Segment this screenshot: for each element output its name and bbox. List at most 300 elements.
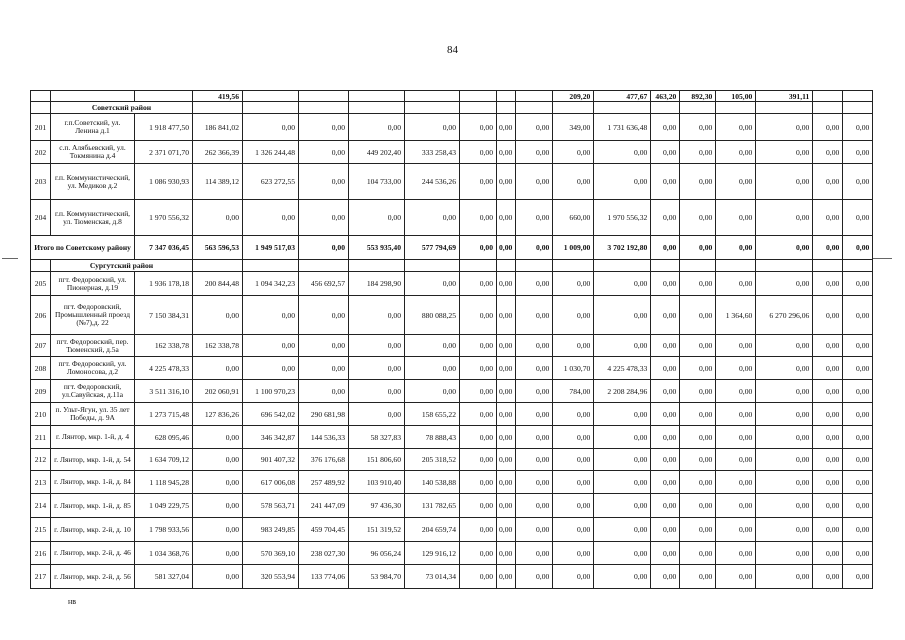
value-cell: 0,00 [516, 403, 553, 426]
value-cell: 0,00 [516, 518, 553, 542]
value-cell: 1 364,60 [716, 296, 756, 335]
value-cell: 0,00 [716, 494, 756, 518]
total-value-cell: 0,00 [516, 236, 553, 260]
value-cell: 0,00 [756, 141, 813, 164]
value-cell: 0,00 [716, 357, 756, 380]
value-cell: 129 916,12 [405, 542, 460, 565]
value-cell: 0,00 [716, 141, 756, 164]
value-cell: 0,00 [680, 449, 716, 471]
value-cell: 0,00 [497, 403, 516, 426]
row-number: 211 [31, 426, 51, 449]
value-cell: 617 006,08 [243, 471, 299, 494]
value-cell: 0,00 [716, 272, 756, 296]
value-cell: 0,00 [497, 542, 516, 565]
value-cell: 0,00 [843, 114, 873, 141]
carryover-cell: 209,20 [553, 91, 594, 102]
carryover-cell: 892,30 [680, 91, 716, 102]
value-cell: 0,00 [843, 141, 873, 164]
value-cell: 0,00 [553, 518, 594, 542]
total-value-cell: 0,00 [813, 236, 843, 260]
total-label: Итого по Советскому району [31, 236, 135, 260]
value-cell: 0,00 [843, 542, 873, 565]
value-cell: 0,00 [680, 380, 716, 403]
value-cell: 0,00 [813, 449, 843, 471]
total-value-cell: 0,00 [497, 236, 516, 260]
value-cell: 0,00 [460, 272, 497, 296]
value-cell: 58 327,83 [349, 426, 405, 449]
value-cell: 0,00 [843, 518, 873, 542]
value-cell: 0,00 [349, 335, 405, 357]
region-spacer-cell [497, 102, 516, 114]
value-cell: 0,00 [716, 565, 756, 589]
value-cell: 0,00 [843, 426, 873, 449]
value-cell: 449 202,40 [349, 141, 405, 164]
value-cell: 0,00 [497, 335, 516, 357]
value-cell: 0,00 [813, 403, 843, 426]
value-cell: 162 338,78 [193, 335, 243, 357]
value-cell: 0,00 [594, 449, 651, 471]
value-cell: 0,00 [299, 141, 349, 164]
value-cell: 0,00 [843, 296, 873, 335]
value-cell: 0,00 [349, 403, 405, 426]
value-cell: 0,00 [516, 565, 553, 589]
value-cell: 0,00 [756, 272, 813, 296]
value-cell: 0,00 [193, 542, 243, 565]
value-cell: 0,00 [680, 542, 716, 565]
value-cell: 0,00 [497, 296, 516, 335]
value-cell: 696 542,02 [243, 403, 299, 426]
region-spacer-cell [299, 260, 349, 272]
value-cell: 0,00 [497, 141, 516, 164]
value-cell: 1 326 244,48 [243, 141, 299, 164]
table-row [31, 357, 873, 380]
value-cell: 0,00 [813, 272, 843, 296]
row-number: 215 [31, 518, 51, 542]
value-cell: 133 774,06 [299, 565, 349, 589]
value-cell: 151 319,52 [349, 518, 405, 542]
value-cell: 880 088,25 [405, 296, 460, 335]
value-cell: 0,00 [813, 200, 843, 236]
value-cell: 0,00 [193, 494, 243, 518]
data-table [30, 90, 873, 589]
value-cell: 0,00 [460, 494, 497, 518]
value-cell: 0,00 [843, 200, 873, 236]
value-cell: 0,00 [680, 471, 716, 494]
value-cell: 0,00 [843, 494, 873, 518]
carryover-cell [349, 91, 405, 102]
value-cell: 0,00 [516, 494, 553, 518]
value-cell: 1 094 342,23 [243, 272, 299, 296]
total-row [31, 236, 873, 260]
value-cell: 0,00 [756, 380, 813, 403]
value-cell: 0,00 [553, 296, 594, 335]
value-cell: 0,00 [843, 272, 873, 296]
value-cell: 0,00 [680, 200, 716, 236]
value-cell: 1 936 178,18 [135, 272, 193, 296]
value-cell: 0,00 [680, 335, 716, 357]
row-address: г. Лянтор, мкр. 1-й, д. 84 [51, 471, 135, 494]
value-cell: 0,00 [460, 565, 497, 589]
footer-note: нв [68, 597, 77, 606]
region-spacer-cell [594, 260, 651, 272]
row-address: г.п.Советский, ул. Ленина д.1 [51, 114, 135, 141]
table-row [31, 164, 873, 200]
value-cell: 78 888,43 [405, 426, 460, 449]
value-cell: 103 910,40 [349, 471, 405, 494]
value-cell: 0,00 [460, 200, 497, 236]
region-spacer-cell [31, 260, 51, 272]
region-spacer-cell [193, 260, 243, 272]
region-spacer-cell [243, 102, 299, 114]
value-cell: 0,00 [516, 200, 553, 236]
value-cell: 0,00 [405, 200, 460, 236]
row-address: пгт. Федоровский, ул. Ломоносова, д.2 [51, 357, 135, 380]
value-cell: 0,00 [553, 494, 594, 518]
value-cell: 0,00 [843, 449, 873, 471]
value-cell: 0,00 [594, 542, 651, 565]
region-spacer-cell [843, 260, 873, 272]
carryover-cell [135, 91, 193, 102]
value-cell: 0,00 [813, 164, 843, 200]
value-cell: 0,00 [243, 200, 299, 236]
row-number: 209 [31, 380, 51, 403]
value-cell: 6 270 296,06 [756, 296, 813, 335]
value-cell: 660,00 [553, 200, 594, 236]
row-number: 208 [31, 357, 51, 380]
value-cell: 581 327,04 [135, 565, 193, 589]
table-row [31, 403, 873, 426]
value-cell: 0,00 [497, 272, 516, 296]
table-row [31, 518, 873, 542]
value-cell: 0,00 [243, 357, 299, 380]
value-cell: 3 511 316,10 [135, 380, 193, 403]
row-address: с.п. Алябьевский, ул. Токмянина д.4 [51, 141, 135, 164]
value-cell: 0,00 [516, 141, 553, 164]
row-number: 205 [31, 272, 51, 296]
value-cell: 0,00 [553, 426, 594, 449]
value-cell: 0,00 [460, 164, 497, 200]
value-cell: 0,00 [756, 403, 813, 426]
table-row [31, 272, 873, 296]
value-cell: 0,00 [716, 471, 756, 494]
total-value-cell: 553 935,40 [349, 236, 405, 260]
row-number: 207 [31, 335, 51, 357]
value-cell: 53 984,70 [349, 565, 405, 589]
value-cell: 131 782,65 [405, 494, 460, 518]
carryover-cell [405, 91, 460, 102]
value-cell: 0,00 [497, 471, 516, 494]
total-value-cell: 0,00 [716, 236, 756, 260]
row-number: 201 [31, 114, 51, 141]
value-cell: 0,00 [193, 565, 243, 589]
carryover-cell [243, 91, 299, 102]
value-cell: 97 436,30 [349, 494, 405, 518]
value-cell: 0,00 [756, 426, 813, 449]
total-value-cell: 0,00 [651, 236, 680, 260]
value-cell: 0,00 [680, 565, 716, 589]
total-value-cell: 563 596,53 [193, 236, 243, 260]
value-cell: 0,00 [497, 449, 516, 471]
value-cell: 162 338,78 [135, 335, 193, 357]
value-cell: 628 095,46 [135, 426, 193, 449]
value-cell: 0,00 [651, 335, 680, 357]
value-cell: 96 056,24 [349, 542, 405, 565]
value-cell: 1 100 970,23 [243, 380, 299, 403]
region-spacer-cell [716, 260, 756, 272]
value-cell: 0,00 [193, 518, 243, 542]
value-cell: 0,00 [843, 164, 873, 200]
value-cell: 2 371 071,70 [135, 141, 193, 164]
table-row [31, 471, 873, 494]
value-cell: 0,00 [716, 114, 756, 141]
value-cell: 0,00 [680, 272, 716, 296]
value-cell: 257 489,92 [299, 471, 349, 494]
value-cell: 0,00 [516, 426, 553, 449]
value-cell: 0,00 [553, 449, 594, 471]
region-spacer-cell [405, 260, 460, 272]
margin-tick-left [2, 258, 18, 259]
value-cell: 0,00 [813, 542, 843, 565]
value-cell: 0,00 [651, 426, 680, 449]
value-cell: 0,00 [756, 471, 813, 494]
value-cell: 0,00 [680, 296, 716, 335]
value-cell: 0,00 [843, 335, 873, 357]
row-number: 217 [31, 565, 51, 589]
value-cell: 0,00 [193, 471, 243, 494]
value-cell: 0,00 [651, 296, 680, 335]
region-spacer-cell [680, 102, 716, 114]
value-cell: 1 086 930,93 [135, 164, 193, 200]
value-cell: 0,00 [651, 114, 680, 141]
table-row [31, 449, 873, 471]
carryover-row [31, 91, 873, 102]
value-cell: 0,00 [497, 164, 516, 200]
region-spacer-cell [843, 102, 873, 114]
row-address: г. Лянтор, мкр. 2-й, д. 56 [51, 565, 135, 589]
value-cell: 0,00 [349, 200, 405, 236]
value-cell: 1 731 636,48 [594, 114, 651, 141]
value-cell: 4 225 478,33 [135, 357, 193, 380]
table-row [31, 335, 873, 357]
value-cell: 0,00 [516, 380, 553, 403]
region-spacer-cell [243, 260, 299, 272]
value-cell: 0,00 [651, 357, 680, 380]
value-cell: 0,00 [651, 542, 680, 565]
value-cell: 104 733,00 [349, 164, 405, 200]
row-address: г. Лянтор, мкр. 2-й, д. 46 [51, 542, 135, 565]
region-spacer-cell [349, 102, 405, 114]
value-cell: 0,00 [716, 542, 756, 565]
value-cell: 0,00 [756, 449, 813, 471]
value-cell: 184 298,90 [349, 272, 405, 296]
value-cell: 0,00 [756, 164, 813, 200]
region-spacer-cell [516, 260, 553, 272]
value-cell: 0,00 [460, 114, 497, 141]
region-spacer-cell [813, 102, 843, 114]
value-cell: 0,00 [460, 380, 497, 403]
value-cell: 0,00 [516, 449, 553, 471]
value-cell: 0,00 [497, 494, 516, 518]
region-spacer-cell [680, 260, 716, 272]
value-cell: 0,00 [516, 542, 553, 565]
value-cell: 0,00 [813, 518, 843, 542]
value-cell: 0,00 [497, 114, 516, 141]
value-cell: 0,00 [680, 426, 716, 449]
table-row [31, 542, 873, 565]
region-spacer-cell [349, 260, 405, 272]
row-address: г.п. Коммунистический, ул. Тюменская, д.8 [51, 200, 135, 236]
value-cell: 1 970 556,32 [594, 200, 651, 236]
value-cell: 0,00 [651, 141, 680, 164]
value-cell: 0,00 [553, 542, 594, 565]
value-cell: 570 369,10 [243, 542, 299, 565]
value-cell: 241 447,09 [299, 494, 349, 518]
value-cell: 0,00 [813, 335, 843, 357]
region-spacer-cell [193, 102, 243, 114]
value-cell: 0,00 [594, 164, 651, 200]
value-cell: 0,00 [553, 471, 594, 494]
region-spacer-cell [756, 260, 813, 272]
value-cell: 1 798 933,56 [135, 518, 193, 542]
value-cell: 0,00 [460, 335, 497, 357]
value-cell: 0,00 [651, 518, 680, 542]
value-cell: 0,00 [756, 518, 813, 542]
row-address: г.п. Коммунистический, ул. Медиков д.2 [51, 164, 135, 200]
value-cell: 0,00 [680, 494, 716, 518]
margin-tick-right [872, 258, 892, 259]
value-cell: 0,00 [651, 164, 680, 200]
value-cell: 0,00 [680, 357, 716, 380]
value-cell: 2 208 284,96 [594, 380, 651, 403]
value-cell: 0,00 [553, 272, 594, 296]
value-cell: 127 836,26 [193, 403, 243, 426]
total-value-cell: 0,00 [680, 236, 716, 260]
value-cell: 0,00 [813, 471, 843, 494]
region-spacer-cell [553, 260, 594, 272]
table-row [31, 565, 873, 589]
row-address: пгт. Федоровский, Промышленный проезд (№7),д. 22 [51, 296, 135, 335]
total-value-cell: 0,00 [299, 236, 349, 260]
value-cell: 0,00 [651, 494, 680, 518]
value-cell: 202 060,91 [193, 380, 243, 403]
region-title: Советский район [51, 102, 193, 114]
value-cell: 0,00 [553, 403, 594, 426]
value-cell: 578 563,71 [243, 494, 299, 518]
table-row [31, 296, 873, 335]
carryover-cell: 463,20 [651, 91, 680, 102]
value-cell: 0,00 [813, 494, 843, 518]
value-cell: 0,00 [594, 335, 651, 357]
value-cell: 0,00 [813, 296, 843, 335]
value-cell: 0,00 [716, 380, 756, 403]
carryover-cell: 477,67 [594, 91, 651, 102]
value-cell: 0,00 [594, 518, 651, 542]
value-cell: 0,00 [193, 357, 243, 380]
value-cell: 1 970 556,32 [135, 200, 193, 236]
value-cell: 0,00 [680, 164, 716, 200]
value-cell: 1 118 945,28 [135, 471, 193, 494]
total-value-cell: 3 702 192,80 [594, 236, 651, 260]
value-cell: 0,00 [813, 141, 843, 164]
value-cell: 0,00 [651, 200, 680, 236]
value-cell: 0,00 [594, 403, 651, 426]
value-cell: 333 258,43 [405, 141, 460, 164]
value-cell: 0,00 [193, 200, 243, 236]
total-value-cell: 0,00 [460, 236, 497, 260]
value-cell: 0,00 [651, 449, 680, 471]
value-cell: 0,00 [516, 114, 553, 141]
region-spacer-cell [497, 260, 516, 272]
value-cell: 0,00 [813, 426, 843, 449]
value-cell: 0,00 [756, 114, 813, 141]
carryover-cell [31, 91, 51, 102]
value-cell: 0,00 [716, 426, 756, 449]
value-cell: 244 536,26 [405, 164, 460, 200]
value-cell: 0,00 [460, 357, 497, 380]
value-cell: 0,00 [716, 518, 756, 542]
value-cell: 0,00 [516, 335, 553, 357]
region-spacer-cell [516, 102, 553, 114]
value-cell: 0,00 [405, 380, 460, 403]
value-cell: 0,00 [516, 272, 553, 296]
value-cell: 983 249,85 [243, 518, 299, 542]
row-number: 204 [31, 200, 51, 236]
total-value-cell: 577 794,69 [405, 236, 460, 260]
value-cell: 0,00 [516, 357, 553, 380]
value-cell: 1 273 715,48 [135, 403, 193, 426]
carryover-cell: 105,00 [716, 91, 756, 102]
region-heading-row [31, 102, 873, 114]
value-cell: 0,00 [460, 542, 497, 565]
region-spacer-cell [405, 102, 460, 114]
value-cell: 140 538,88 [405, 471, 460, 494]
row-address: пгт. Федоровский, ул. Пионерная, д.19 [51, 272, 135, 296]
carryover-cell [497, 91, 516, 102]
row-number: 214 [31, 494, 51, 518]
row-address: пгт. Федоровский, пер. Тюменский, д.5а [51, 335, 135, 357]
value-cell: 0,00 [299, 357, 349, 380]
value-cell: 186 841,02 [193, 114, 243, 141]
value-cell: 0,00 [497, 518, 516, 542]
value-cell: 0,00 [756, 335, 813, 357]
value-cell: 0,00 [516, 296, 553, 335]
carryover-cell: 391,11 [756, 91, 813, 102]
carryover-cell: 419,56 [193, 91, 243, 102]
value-cell: 0,00 [843, 471, 873, 494]
value-cell: 0,00 [299, 380, 349, 403]
carryover-cell [813, 91, 843, 102]
region-spacer-cell [299, 102, 349, 114]
value-cell: 0,00 [299, 114, 349, 141]
value-cell: 0,00 [756, 565, 813, 589]
row-number: 216 [31, 542, 51, 565]
row-number: 213 [31, 471, 51, 494]
value-cell: 0,00 [299, 335, 349, 357]
value-cell: 0,00 [843, 565, 873, 589]
row-address: пгт. Федоровский, ул.Савуйская, д.11а [51, 380, 135, 403]
total-value-cell: 0,00 [756, 236, 813, 260]
value-cell: 0,00 [243, 296, 299, 335]
region-heading-row [31, 260, 873, 272]
value-cell: 0,00 [349, 296, 405, 335]
value-cell: 0,00 [299, 164, 349, 200]
value-cell: 73 014,34 [405, 565, 460, 589]
value-cell: 456 692,57 [299, 272, 349, 296]
value-cell: 0,00 [193, 426, 243, 449]
value-cell: 0,00 [680, 518, 716, 542]
value-cell: 0,00 [460, 518, 497, 542]
value-cell: 0,00 [813, 114, 843, 141]
